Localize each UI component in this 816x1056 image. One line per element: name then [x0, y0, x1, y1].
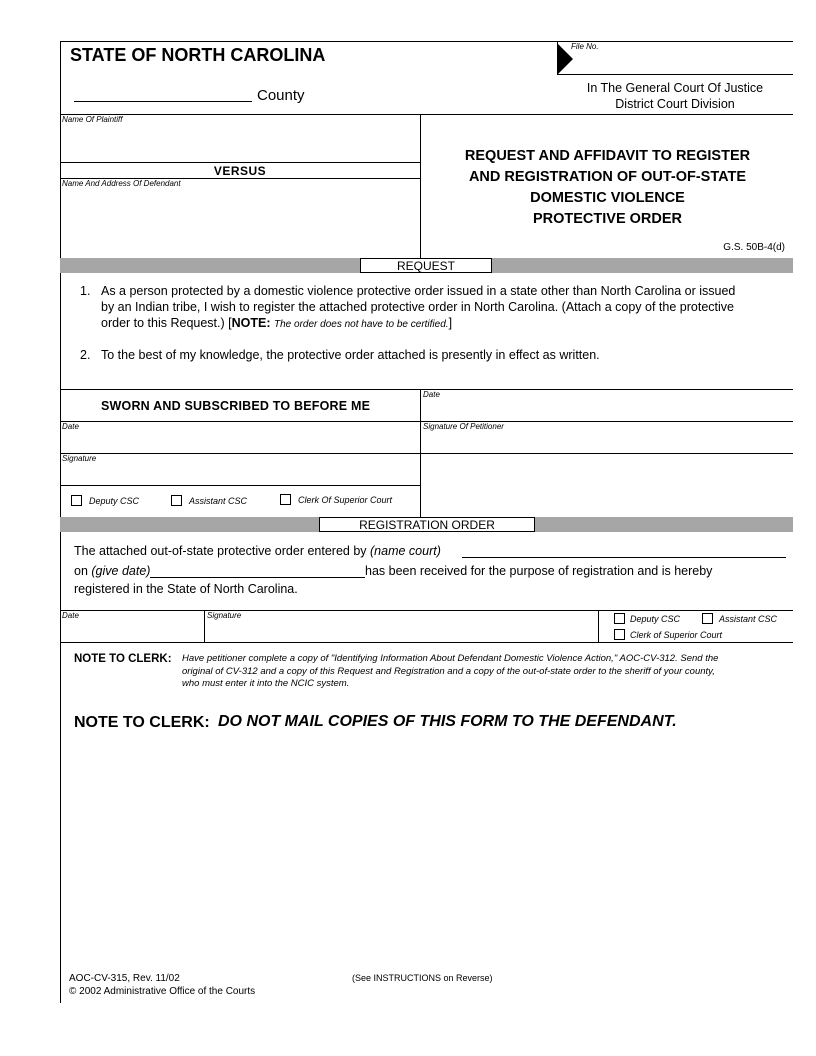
form-title-line1: REQUEST AND AFFIDAVIT TO REGISTER	[464, 148, 751, 164]
registration-deputy-checkbox[interactable]	[614, 613, 625, 624]
registration-clerk-checkbox[interactable]	[614, 629, 625, 640]
form-title-line4: PROTECTIVE ORDER	[532, 211, 683, 227]
note2-label: NOTE TO CLERK:	[74, 714, 210, 731]
sworn-heading: SWORN AND SUBSCRIBED TO BEFORE ME	[101, 399, 371, 413]
registration-signature-label: Signature	[207, 611, 242, 620]
note1-text	[182, 653, 718, 691]
sworn-signature-field[interactable]	[61, 464, 419, 484]
plaintiff-label: Name Of Plaintiff	[62, 115, 123, 124]
court-line2: District Court Division	[615, 97, 735, 111]
request-item1-line3-start: order to this Request.) [	[101, 316, 232, 330]
versus-label: VERSUS	[213, 164, 267, 178]
registration-line1-start: The attached out-of-state protective order entered by	[74, 544, 371, 558]
request-item1-line1: As a person protected by a domestic violence protective order issued in a state other than North Carolina or issued	[101, 284, 736, 298]
registration-line1	[74, 543, 441, 559]
sworn-date-field[interactable]	[61, 432, 419, 452]
statute-ref: G.S. 50B-4(d)	[723, 242, 785, 253]
county-field[interactable]	[74, 87, 252, 102]
name-court-field[interactable]	[462, 545, 786, 558]
instructions-note: (See INSTRUCTIONS on Reverse)	[352, 973, 493, 983]
file-no-field[interactable]	[557, 74, 793, 75]
registration-date-label: Date	[62, 611, 79, 620]
request-note-bold: NOTE:	[231, 316, 271, 330]
note1-label: NOTE TO CLERK:	[74, 653, 172, 665]
note2-text: DO NOT MAIL COPIES OF THIS FORM TO THE DEFENDANT.	[218, 713, 677, 730]
registration-name-court-hint: (name court)	[370, 544, 441, 558]
petitioner-signature-label: Signature Of Petitioner	[423, 422, 504, 431]
sworn-deputy-checkbox[interactable]	[71, 495, 82, 506]
note1-line3: who must enter it into the NCIC system.	[182, 678, 350, 689]
request-item1-line3	[101, 315, 452, 333]
form-id: AOC-CV-315, Rev. 11/02	[69, 973, 180, 984]
state-title: STATE OF NORTH CAROLINA	[70, 45, 326, 65]
plaintiff-field[interactable]	[61, 125, 419, 162]
sworn-assistant-checkbox[interactable]	[171, 495, 182, 506]
give-date-field[interactable]	[150, 565, 365, 578]
registration-line2-start	[74, 563, 150, 579]
sworn-assistant-label: Assistant CSC	[189, 496, 248, 506]
file-no-label: File No.	[571, 42, 599, 51]
registration-signature-field[interactable]	[205, 621, 597, 641]
petitioner-date-label: Date	[423, 390, 440, 399]
form-title	[422, 146, 793, 230]
request-item1-line2: by an Indian tribe, I wish to register the attached protective order in North Carolina. (Attach a copy of the protective	[101, 300, 734, 314]
registration-line3: registered in the State of North Carolina.	[74, 582, 298, 596]
petitioner-signature-field[interactable]	[421, 432, 791, 452]
registration-deputy-label: Deputy CSC	[630, 614, 681, 624]
registration-date-field[interactable]	[61, 621, 203, 641]
sworn-clerk-label: Clerk Of Superior Court	[298, 495, 393, 505]
registration-give-date-hint: (give date)	[91, 564, 151, 578]
defendant-label: Name And Address Of Defendant	[62, 179, 181, 188]
sworn-signature-label: Signature	[62, 454, 97, 463]
registration-line2-on: on	[74, 564, 92, 578]
registration-clerk-label: Clerk of Superior Court	[630, 630, 723, 640]
form-title-line3: DOMESTIC VIOLENCE	[530, 190, 685, 206]
note1-line2: original of CV-312 and a copy of this Request and Registration and a copy of the out-of-state order to the sheriff of your county,	[182, 665, 715, 677]
sworn-deputy-label: Deputy CSC	[89, 496, 140, 506]
request-heading: REQUEST	[360, 258, 492, 273]
request-item1-line3-end: ]	[448, 316, 453, 330]
county-label: County	[257, 87, 305, 104]
defendant-field[interactable]	[61, 190, 419, 256]
request-item1-num: 1.	[80, 284, 91, 298]
registration-line2-end: has been received for the purpose of registration and is hereby	[365, 564, 713, 578]
petitioner-date-field[interactable]	[421, 400, 791, 420]
request-note-italic: The order does not have to be certified.	[274, 319, 449, 330]
registration-assistant-label: Assistant CSC	[719, 614, 778, 624]
request-item2-text: To the best of my knowledge, the protective order attached is presently in effect as written.	[101, 348, 600, 362]
note1-line1: Have petitioner complete a copy of "Identifying Information About Defendant Domestic Violence Action," AOC-CV-312. Send the	[182, 653, 719, 664]
registration-assistant-checkbox[interactable]	[702, 613, 713, 624]
court-line1: In The General Court Of Justice	[586, 81, 764, 95]
sworn-date-label: Date	[62, 422, 79, 431]
registration-heading: REGISTRATION ORDER	[319, 517, 535, 532]
request-item2-num: 2.	[80, 348, 91, 362]
form-title-line2: AND REGISTRATION OF OUT-OF-STATE	[468, 169, 747, 185]
sworn-clerk-checkbox[interactable]	[280, 494, 291, 505]
top-border	[60, 41, 793, 42]
copyright: © 2002 Administrative Office of the Courts	[69, 986, 256, 997]
